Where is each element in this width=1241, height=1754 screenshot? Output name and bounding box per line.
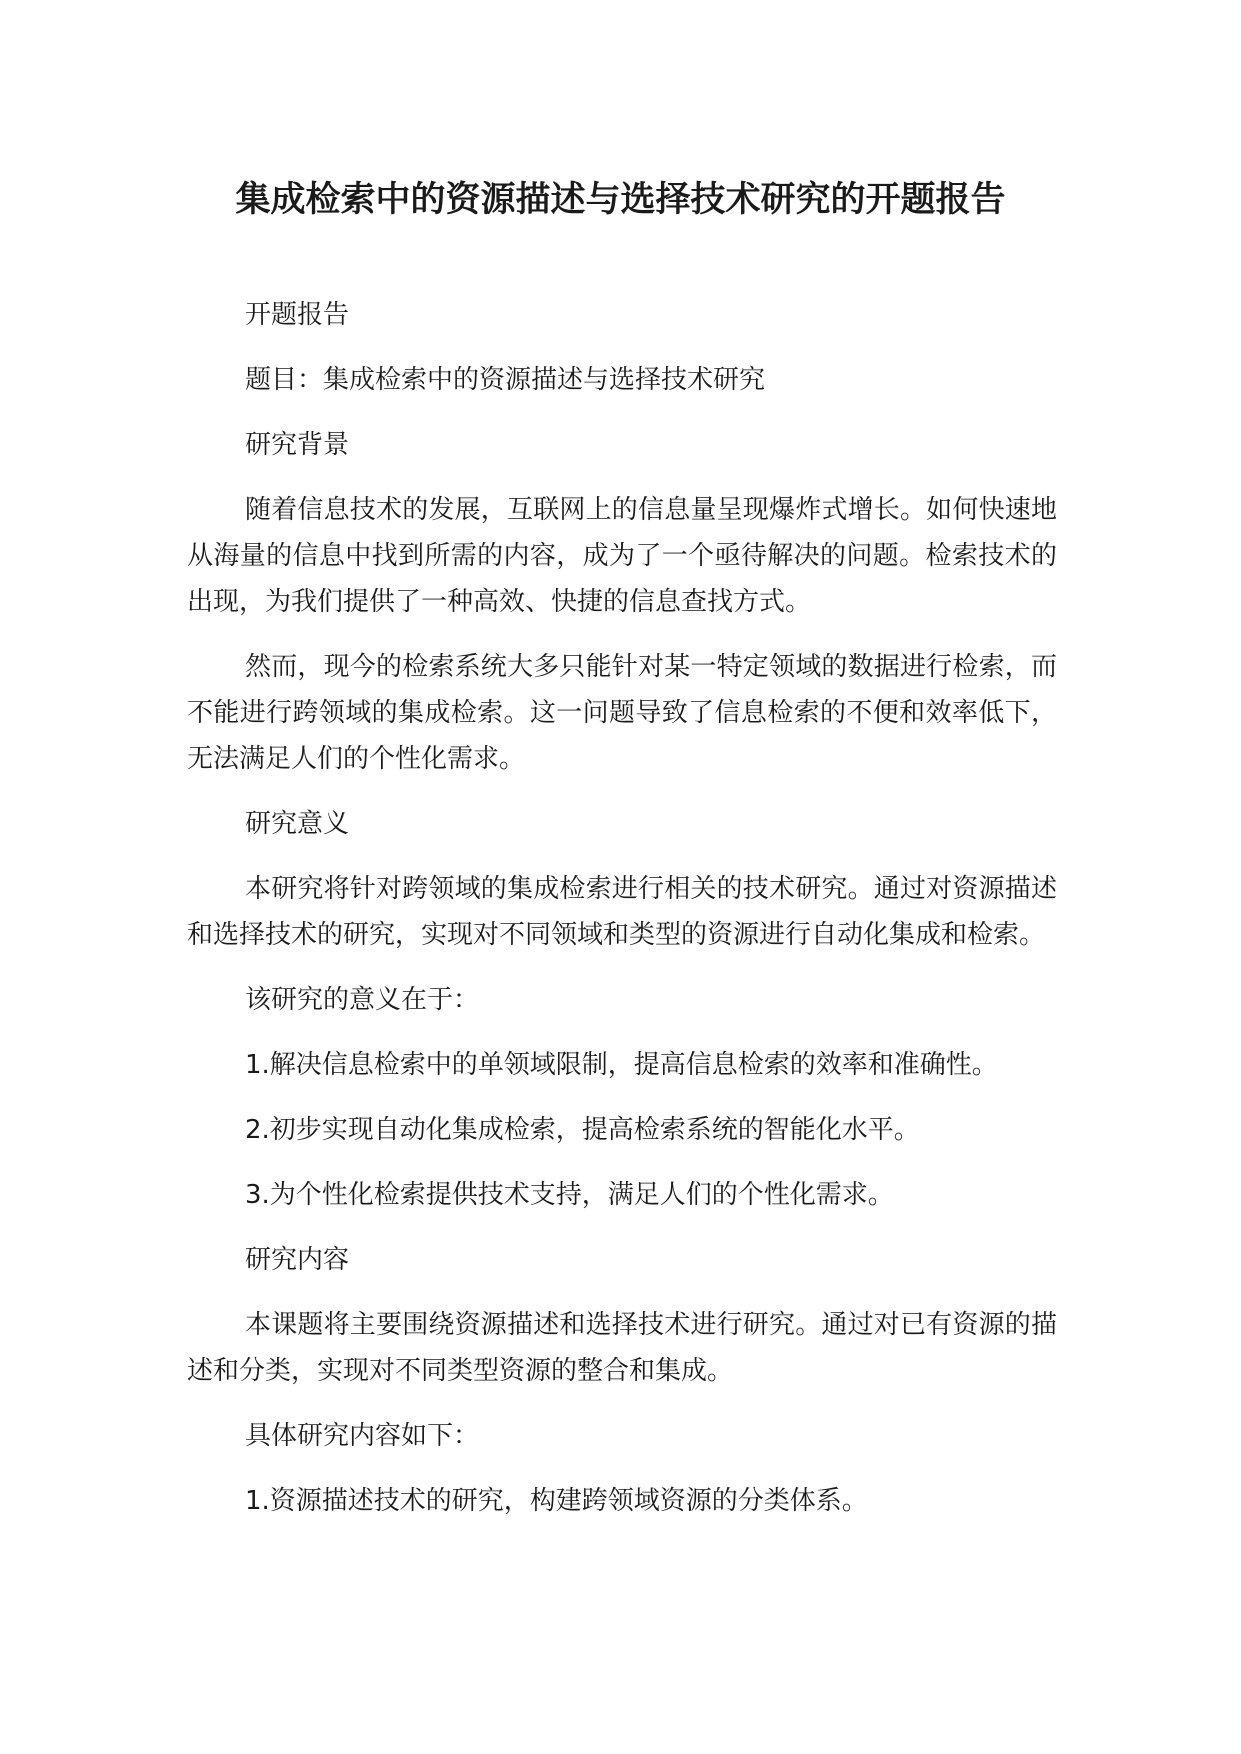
- paragraph-background-1: 随着信息技术的发展，互联网上的信息量呈现爆炸式增长。如何快速地从海量的信息中找到所需的内容，成为了一个亟待解决的问题。检索技术的出现，为我们提供了一种高效、快捷的信息查找方式。: [187, 495, 1057, 617]
- paragraph-content-intro: 具体研究内容如下：: [245, 1421, 480, 1451]
- paragraph-significance: 本研究将针对跨领域的集成检索进行相关的技术研究。通过对资源描述和选择技术的研究，实现对不同领域和类型的资源进行自动化集成和检索。: [187, 874, 1057, 950]
- topic-line: 题目：集成检索中的资源描述与选择技术研究: [245, 365, 766, 395]
- heading-research-significance: 研究意义: [245, 809, 350, 839]
- list-item-significance-1: 1.解决信息检索中的单领域限制，提高信息检索的效率和准确性。: [245, 1050, 998, 1080]
- paragraph-content: 本课题将主要围绕资源描述和选择技术进行研究。通过对已有资源的描述和分类，实现对不同类型资源的整合和集成。: [187, 1310, 1057, 1386]
- list-item-significance-3: 3.为个性化检索提供技术支持，满足人们的个性化需求。: [245, 1180, 894, 1210]
- document-title: 集成检索中的资源描述与选择技术研究的开题报告: [235, 180, 1006, 220]
- list-item-significance-2: 2.初步实现自动化集成检索，提高检索系统的智能化水平。: [245, 1115, 920, 1145]
- heading-research-background: 研究背景: [245, 430, 350, 460]
- paragraph-significance-intro: 该研究的意义在于：: [245, 985, 480, 1015]
- paragraph-background-2: 然而，现今的检索系统大多只能针对某一特定领域的数据进行检索，而不能进行跨领域的集成检索。这一问题导致了信息检索的不便和效率低下，无法满足人们的个性化需求。: [187, 652, 1057, 774]
- document-body: [187, 292, 1057, 1543]
- heading-research-content: 研究内容: [245, 1245, 350, 1275]
- list-item-content-1: 1.资源描述技术的研究，构建跨领域资源的分类体系。: [245, 1486, 868, 1516]
- heading-kaiti-baogao: 开题报告: [245, 300, 350, 330]
